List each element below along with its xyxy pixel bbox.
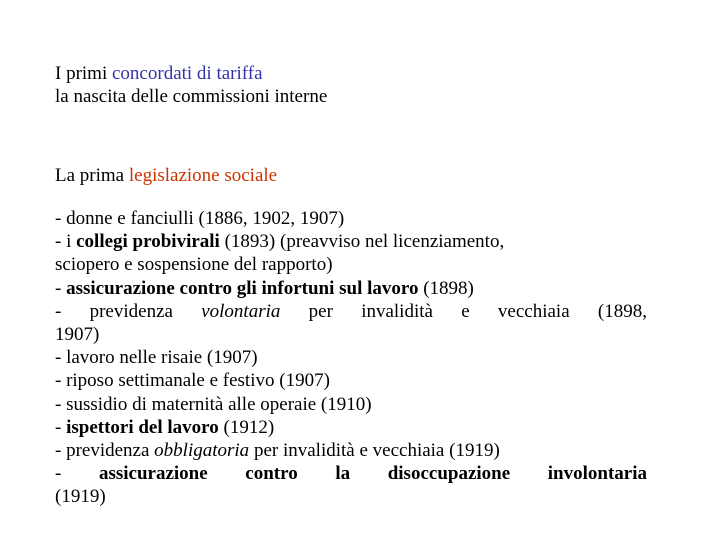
list-item-maternita: - sussidio di maternità alle operaie (1910) bbox=[55, 393, 372, 415]
intro-line-concordati: I primi concordati di tariffa bbox=[55, 63, 263, 84]
disoccupazione-bold: assicurazione contro la disoccupazione involontaria bbox=[98, 463, 648, 485]
legislation-heading bbox=[55, 164, 647, 187]
list-item-infortuni: - assicurazione contro gli infortuni sul lavoro (1898) bbox=[55, 277, 474, 299]
obbligatoria-italic: obbligatoria bbox=[154, 440, 250, 462]
probiviri-bold: collegi probivirali bbox=[76, 231, 220, 253]
list-item-obbligatoria: - previdenza obbligatoria per invalidità e vecchiaia (1919) bbox=[55, 440, 500, 462]
list-item-risaie: - lavoro nelle risaie (1907) bbox=[55, 347, 258, 369]
volontaria-italic: volontaria bbox=[201, 300, 281, 322]
intro-line-commissioni: la nascita delle commissioni interne bbox=[55, 86, 328, 108]
list-item-riposo: - riposo settimanale e festivo (1907) bbox=[55, 370, 330, 392]
list-item-probiviri-cont: sciopero e sospensione del rapporto) bbox=[55, 254, 333, 276]
intro-block bbox=[55, 62, 647, 108]
legislation-heading-line: La prima legislazione sociale bbox=[55, 165, 278, 186]
list-item-disoccupazione: - assicurazione contro la disoccupazione involontaria bbox=[55, 463, 648, 485]
list-item-volontaria-cont: 1907) bbox=[55, 324, 100, 346]
list-item-disoccupazione-cont: (1919) bbox=[55, 486, 106, 508]
infortuni-bold: assicurazione contro gli infortuni sul lavoro bbox=[66, 277, 419, 299]
list-item-probiviri: - i collegi probivirali (1893) (preavviso nel licenziamento, bbox=[55, 231, 505, 253]
list-item-volontaria: - previdenza volontaria per invalidità e vecchiaia (1898, bbox=[55, 300, 647, 322]
concordati-highlight: concordati di tariffa bbox=[112, 63, 263, 84]
ispettori-bold: ispettori del lavoro bbox=[66, 416, 219, 438]
legislazione-highlight: legislazione sociale bbox=[128, 165, 278, 186]
legislation-list bbox=[55, 207, 647, 509]
list-item-ispettori: - ispettori del lavoro (1912) bbox=[55, 416, 275, 438]
list-item-donne: - donne e fanciulli (1886, 1902, 1907) bbox=[55, 208, 345, 229]
